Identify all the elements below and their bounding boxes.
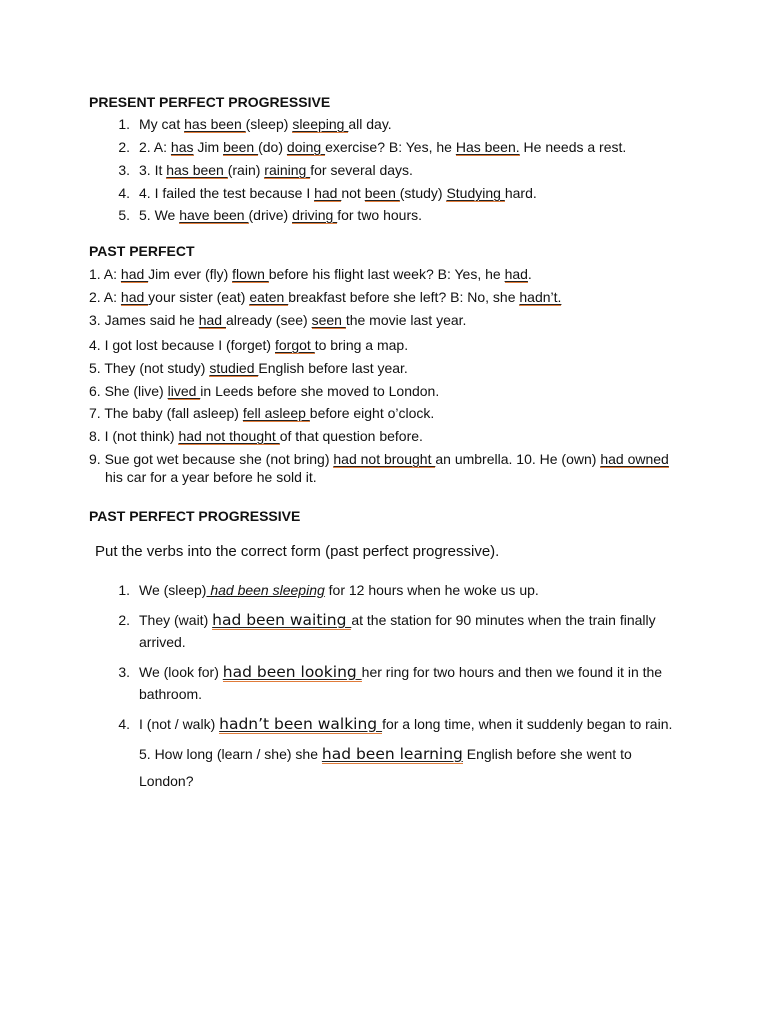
text: breakfast before she left? B: No, she xyxy=(288,289,520,305)
answer: have been xyxy=(179,207,249,223)
answer: has been xyxy=(166,162,228,178)
list-item-continuation xyxy=(105,468,317,486)
text: I (not / walk) xyxy=(139,716,220,732)
answer: had been learning xyxy=(321,745,463,763)
text: your sister (eat) xyxy=(148,289,250,305)
answer: had not brought xyxy=(333,451,436,467)
text: 7. The baby (fall asleep) xyxy=(89,405,243,421)
answer: hadn’t been walking xyxy=(219,715,383,733)
text: 1. A: xyxy=(89,266,121,282)
answer: had xyxy=(120,289,149,305)
list-item-continuation: arrived. xyxy=(139,634,186,650)
text: before his flight last week? B: Yes, he xyxy=(268,266,505,282)
text: 3. James said he xyxy=(89,312,199,328)
text: They (wait) xyxy=(139,612,213,628)
text: 9. Sue got wet because she (not bring) xyxy=(89,451,334,467)
list-item xyxy=(89,404,434,422)
text: to bring a map. xyxy=(314,337,409,353)
list-item xyxy=(108,184,537,202)
text: the movie last year. xyxy=(345,312,467,328)
answer: eaten xyxy=(249,289,289,305)
list-item xyxy=(89,288,561,306)
list-number: 1. xyxy=(118,582,130,598)
text: for 12 hours when he woke us up. xyxy=(324,582,539,598)
text: 5. How long (learn / she) she xyxy=(139,746,322,762)
list-item xyxy=(89,265,532,283)
answer: had xyxy=(504,266,528,282)
answer: studied xyxy=(209,360,259,376)
answer: been xyxy=(223,139,259,155)
text: My cat xyxy=(139,116,185,132)
answer: forgot xyxy=(275,337,315,353)
text: in Leeds before she moved to London. xyxy=(200,383,440,399)
list-item xyxy=(108,715,672,733)
answer: has xyxy=(170,139,194,155)
list-item xyxy=(89,450,669,468)
list-item xyxy=(89,382,439,400)
answer: fell asleep xyxy=(242,405,310,421)
list-item-continuation: London? xyxy=(139,773,194,789)
text: not xyxy=(341,185,365,201)
list-number: 2. xyxy=(118,612,130,628)
text: (rain) xyxy=(227,162,265,178)
answer: had owned xyxy=(600,451,669,467)
text: at the station for 90 minutes when the train finally xyxy=(351,612,656,628)
answer: had xyxy=(120,266,149,282)
instruction: Put the verbs into the correct form (past perfect progressive). xyxy=(95,543,500,560)
text: already (see) xyxy=(225,312,312,328)
text: (sleep) xyxy=(245,116,293,132)
text: 4. I failed the test because I xyxy=(139,185,315,201)
answer: flown xyxy=(232,266,269,282)
text: all day. xyxy=(348,116,392,132)
text: (drive) xyxy=(248,207,293,223)
list-item xyxy=(108,663,662,681)
text: for several days. xyxy=(310,162,413,178)
text: English before last year. xyxy=(258,360,408,376)
section-heading-past-perfect-progressive: PAST PERFECT PROGRESSIVE xyxy=(89,508,301,524)
text: for a long time, when it suddenly began to rain. xyxy=(382,716,673,732)
section-heading-present-perfect-progressive: PRESENT PERFECT PROGRESSIVE xyxy=(89,94,331,110)
answer: driving xyxy=(292,207,338,223)
text: 4. I got lost because I (forget) xyxy=(89,337,275,353)
list-item xyxy=(108,138,626,156)
list-number: 1. xyxy=(118,116,130,132)
text: Jim ever (fly) xyxy=(148,266,233,282)
answer: been xyxy=(364,185,400,201)
text: He needs a rest. xyxy=(519,139,627,155)
answer: had been waiting xyxy=(212,611,352,629)
answer: hadn’t. xyxy=(519,289,562,305)
text: 2. A: xyxy=(89,289,121,305)
text: of that question before. xyxy=(279,428,423,444)
text: for two hours. xyxy=(337,207,423,223)
list-item xyxy=(89,336,408,354)
list-item xyxy=(108,161,413,179)
answer: had xyxy=(198,312,226,328)
answer: had not thought xyxy=(178,428,280,444)
list-number: 4. xyxy=(118,716,130,732)
text: exercise? B: Yes, he xyxy=(325,139,456,155)
list-number: 5. xyxy=(118,207,130,223)
answer: Has been. xyxy=(455,139,520,155)
answer: had xyxy=(314,185,342,201)
list-item xyxy=(89,359,408,377)
text: 5. They (not study) xyxy=(89,360,210,376)
list-item xyxy=(139,745,632,763)
answer: had been looking xyxy=(222,663,362,681)
list-number: 4. xyxy=(118,185,130,201)
answer: had been sleeping xyxy=(206,582,325,598)
text: (do) xyxy=(258,139,287,155)
answer: seen xyxy=(311,312,346,328)
answer: sleeping xyxy=(292,116,349,132)
text: Jim xyxy=(193,139,224,155)
answer: doing xyxy=(286,139,326,155)
list-number: 3. xyxy=(118,664,130,680)
text: an umbrella. 10. He (own) xyxy=(435,451,601,467)
section-heading-past-perfect: PAST PERFECT xyxy=(89,243,195,259)
text: English before she went to xyxy=(462,746,632,762)
text: hard. xyxy=(504,185,537,201)
text: 6. She (live) xyxy=(89,383,168,399)
list-item xyxy=(108,115,392,133)
answer: Studying xyxy=(446,185,505,201)
list-number: 2. xyxy=(118,139,130,155)
list-item xyxy=(108,611,656,629)
text: (study) xyxy=(399,185,447,201)
text: 8. I (not think) xyxy=(89,428,179,444)
answer: raining xyxy=(264,162,311,178)
text: . xyxy=(527,266,532,282)
text: his car for a year before he sold it. xyxy=(105,469,317,485)
list-item xyxy=(89,427,423,445)
text: 5. We xyxy=(139,207,180,223)
answer: has been xyxy=(184,116,246,132)
list-item-continuation: bathroom. xyxy=(139,686,203,702)
text: 3. It xyxy=(139,162,167,178)
list-item xyxy=(89,311,466,329)
text: before eight o’clock. xyxy=(309,405,435,421)
list-item xyxy=(108,581,539,599)
text: We (sleep) xyxy=(139,582,207,598)
answer: lived xyxy=(167,383,201,399)
list-number: 3. xyxy=(118,162,130,178)
text: her ring for two hours and then we found it in the xyxy=(361,664,663,680)
list-item xyxy=(108,206,422,224)
text: We (look for) xyxy=(139,664,223,680)
text: 2. A: xyxy=(139,139,171,155)
